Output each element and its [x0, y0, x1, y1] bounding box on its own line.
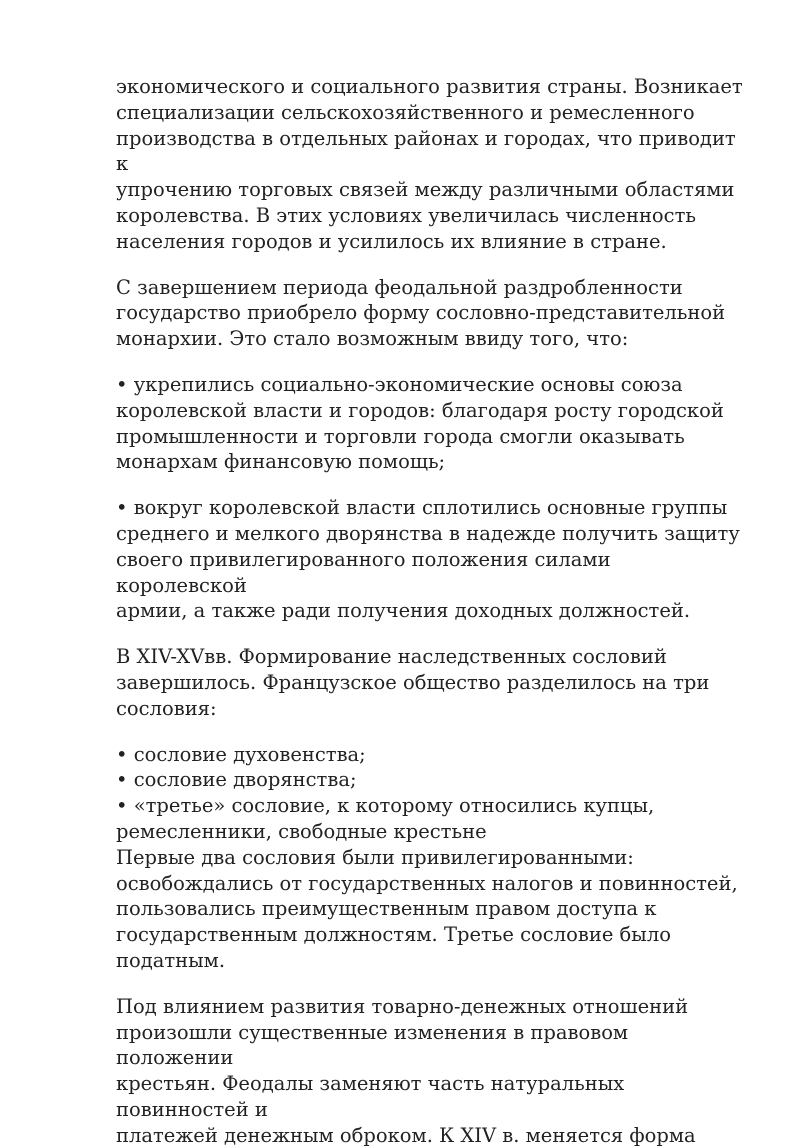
paragraph-economic-development: экономического и социального развития страны. Возникает специализации сельскохозяйственного и ремесленного производства в отдельных районах и городах, что приводит к упрочению торговых связей между различными областями королевства. В этих условиях увеличилась численность населения городов и усилилось их влияние в стране.	[116, 75, 743, 253]
document-page	[116, 74, 746, 1148]
bullet-city-alliance: • укрепились социально-экономические основы союза королевской власти и городов: благодаря росту городской промышленности и торговли города смогли оказывать монархам финансовую помощь;	[116, 372, 724, 474]
estates-list	[116, 742, 746, 845]
paragraph-estate-monarchy: С завершением периода феодальной раздробленности государство приобрело форму сословно-представительной монархии. Это стало возможным ввиду того, что:	[116, 275, 726, 351]
estate-item-third: • «третье» сословие, к которому относились купцы, ремесленники, свободные крестьне	[116, 794, 655, 843]
bullet-nobility: • вокруг королевской власти сплотились основные группы среднего и мелкого дворянства в надежде получить защиту своего привилегированного положения силами королевской армии, а также ради получения доходных должностей.	[116, 496, 740, 623]
paragraph-estates-formation: В XIV-XVвв. Формирование наследственных сословий завершилось. Французское общество разделилось на три сословия:	[116, 645, 710, 720]
paragraph-privileged-estates: Первые два сословия были привилегированными: освобождались от государственных налогов и повинностей, пользовались преимущественным правом доступа к государственным должностям. Третье сословие было податным.	[116, 845, 738, 972]
estate-item-clergy: • сословие духовенства;	[116, 742, 366, 766]
estate-item-nobility: • сословие дворянства;	[116, 768, 357, 792]
paragraph-peasants: Под влиянием развития товарно-денежных отношений произошли существенные изменения в правовом положении крестьян. Феодалы заменяют часть натуральных повинностей и платежей денежным оброком. К XIV в. меняется форма	[116, 994, 696, 1147]
